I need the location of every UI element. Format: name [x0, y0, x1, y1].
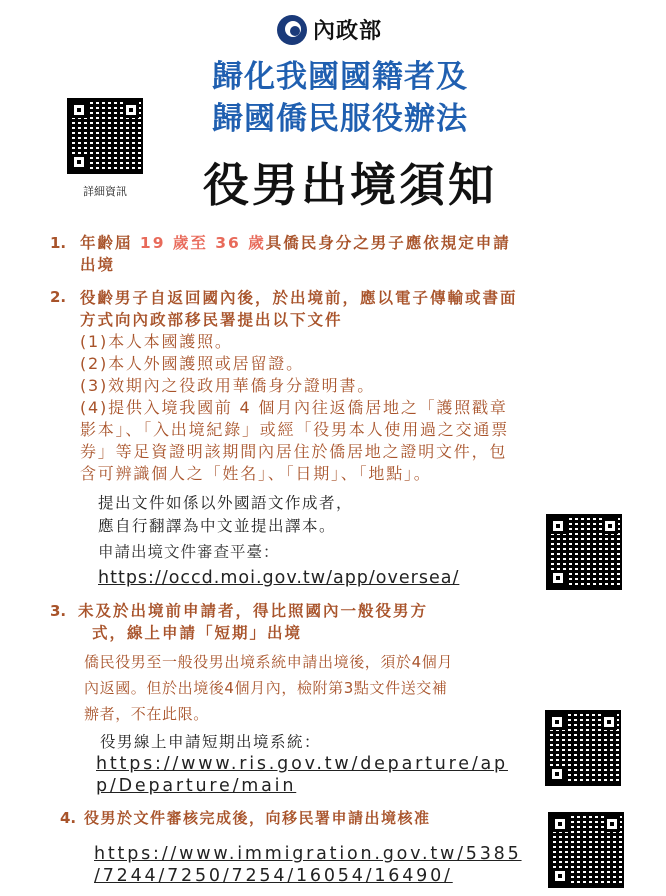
item-3-body: 內返國。但於出境後4個月內，檢附第3點文件送交補	[84, 679, 448, 697]
qr-code-icon[interactable]	[67, 98, 143, 174]
item-2-heading-line2: 方式向內政部移民署提出以下文件	[80, 311, 343, 329]
item-1-number: 1.	[50, 234, 67, 252]
item-4-heading: 役男於文件審核完成後，向移民署申請出境核准	[84, 809, 431, 827]
item-3-body: 僑民役男至一般役男出境系統申請出境後，須於4個月	[84, 653, 453, 671]
doc-item: (1)本人本國護照。	[80, 332, 233, 351]
item-1-heading-line2: 出境	[80, 256, 116, 274]
qr-code-icon[interactable]	[545, 710, 621, 786]
item-2-number: 2.	[50, 288, 67, 306]
qr-caption: 詳細資訊	[83, 185, 127, 198]
moi-logo-icon	[277, 15, 307, 45]
platform-label: 申請出境文件審查平臺：	[98, 543, 280, 561]
main-title: 役男出境須知	[203, 158, 497, 212]
item-3-body: 辦者，不在此限。	[84, 705, 209, 723]
doc-item: 影本」、「入出境紀錄」或經「役男本人使用過之交通票	[80, 420, 510, 439]
platform-link[interactable]: https://occd.moi.gov.tw/app/oversea/	[98, 568, 460, 588]
title-line-2: 歸國僑民服役辦法	[212, 101, 468, 137]
item-3-number: 3.	[50, 602, 67, 620]
translation-note-line2: 應自行翻譯為中文並提出譯本。	[98, 517, 337, 535]
translation-note-line1: 提出文件如係以外國語文作成者，	[98, 494, 354, 512]
item-3-heading-line1: 未及於出境前申請者，得比照國內一般役男方	[78, 602, 429, 620]
title-line-1: 歸化我國國籍者及	[212, 59, 468, 95]
item-4-number: 4.	[60, 809, 77, 827]
item-2-heading-line1: 役齡男子自返回國內後，於出境前，應以電子傳輸或書面	[80, 289, 518, 307]
doc-item: 券」等足資證明該期間內居住於僑居地之證明文件，包	[80, 442, 508, 461]
org-name: 內政部	[313, 18, 383, 44]
departure-system-link-cont[interactable]: p/Departure/main	[96, 776, 297, 796]
doc-item: (3)效期內之役政用華僑身分證明書。	[80, 376, 376, 395]
departure-system-link[interactable]: https://www.ris.gov.tw/departure/ap	[96, 754, 508, 774]
moi-logo	[277, 14, 382, 45]
departure-system-label: 役男線上申請短期出境系統：	[100, 733, 322, 751]
immigration-link-cont[interactable]: /7244/7250/7254/16054/16490/	[94, 866, 453, 886]
item-1-heading: 年齡屆 19 歲至 36 歲具僑民身分之男子應依規定申請	[80, 234, 511, 252]
doc-item: (4)提供入境我國前 4 個月內往返僑居地之「護照戳章	[80, 398, 508, 417]
qr-code-icon[interactable]	[548, 812, 624, 888]
doc-item: (2)本人外國護照或居留證。	[80, 354, 304, 373]
immigration-link[interactable]: https://www.immigration.gov.tw/5385	[94, 844, 522, 864]
qr-code-icon[interactable]	[546, 514, 622, 590]
item-3-heading-line2: 式，線上申請「短期」出境	[92, 624, 303, 642]
doc-item: 含可辨識個人之「姓名」、「日期」、「地點」。	[80, 464, 432, 483]
age-range-highlight: 19 歲至 36 歲	[139, 234, 266, 252]
